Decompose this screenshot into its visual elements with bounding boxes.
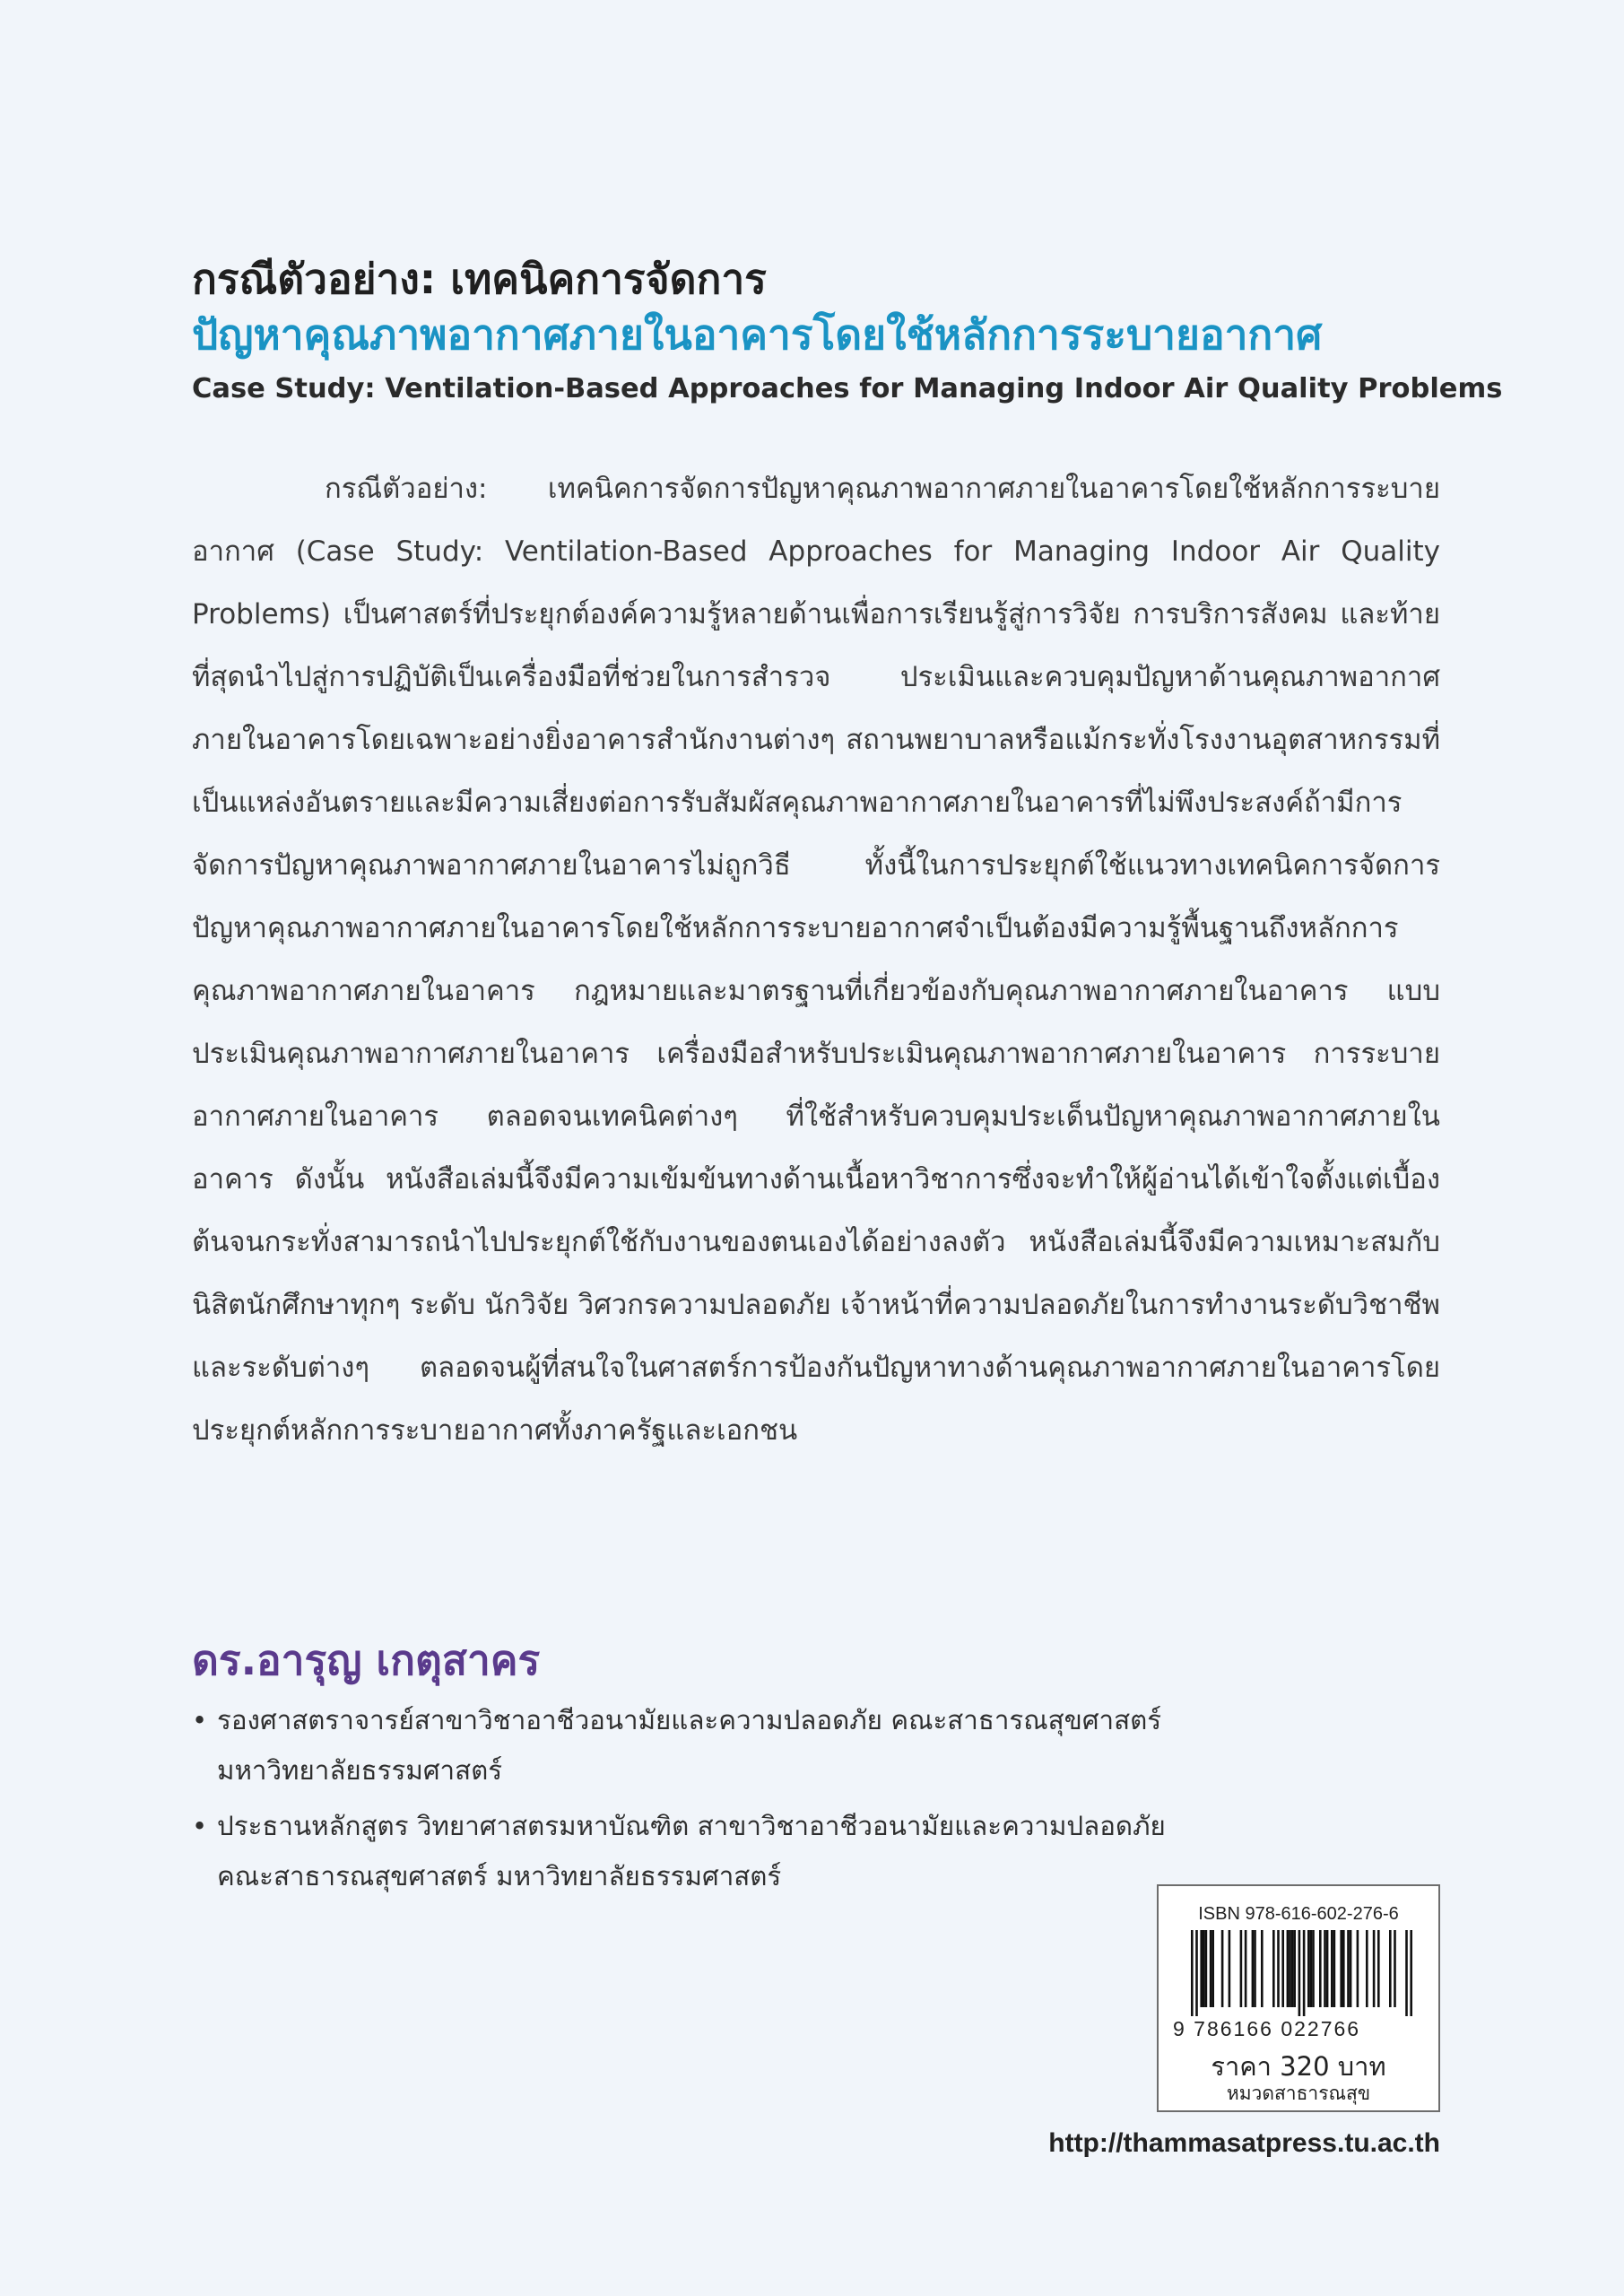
barcode-bar — [1312, 1930, 1315, 2007]
title-thai-line-1: กรณีตัวอย่าง: เทคนิคการจัดการ — [192, 255, 767, 303]
barcode-bar — [1293, 1930, 1296, 2007]
barcode-bar — [1333, 1930, 1336, 2007]
barcode-bar — [1229, 1930, 1231, 2007]
barcode-bar — [1347, 1930, 1350, 2007]
barcode-bar — [1289, 1930, 1291, 2007]
barcode-bar — [1310, 1930, 1313, 2007]
isbn-barcode-box — [1157, 1884, 1440, 2112]
barcode-bar — [1205, 1930, 1208, 2007]
barcode-bar — [1366, 1930, 1368, 2007]
title-english: Case Study: Ventilation-Based Approaches for Managing Indoor Air Quality Problems — [192, 373, 1503, 404]
book-title-block — [192, 251, 1503, 407]
author-position-item — [192, 1695, 1230, 1796]
barcode-bar — [1331, 1930, 1333, 2007]
author-position-text: ประธานหลักสูตร วิทยาศาสตรมหาบัณฑิต สาขาวิชาอาชีวอนามัยและความปลอดภัย คณะสาธารณสุขศาสตร์ มหาวิทยาลัยธรรมศาสตร์ — [217, 1811, 1166, 1892]
barcode-bar — [1287, 1930, 1290, 2007]
barcode-bar — [1357, 1930, 1359, 2007]
barcode-bar — [1211, 1930, 1214, 2007]
barcode-bar — [1405, 1930, 1408, 2016]
barcode-bar — [1350, 1930, 1352, 2007]
barcode-bar — [1303, 1930, 1306, 2016]
barcode-bar — [1307, 1930, 1310, 2007]
barcode-digits: 9 786166 022766 — [1173, 2017, 1361, 2040]
author-positions-list — [192, 1695, 1268, 1901]
barcode-bar — [1191, 1930, 1194, 2016]
barcode-bar — [1261, 1930, 1264, 2007]
title-thai-line-2: ปัญหาคุณภาพอากาศภายในอาคารโดยใช้หลักการระบายอากาศ — [192, 310, 1323, 359]
barcode-bar — [1291, 1930, 1294, 2007]
barcode-bar — [1240, 1930, 1243, 2007]
price-label: ราคา 320 บาท — [1211, 2051, 1386, 2082]
barcode-bar — [1245, 1930, 1247, 2007]
author-position-item — [192, 1801, 1230, 1901]
publisher-url[interactable]: http://thammasatpress.tu.ac.th — [1048, 2128, 1440, 2158]
barcode-bar — [1200, 1930, 1203, 2007]
barcode-bar — [1326, 1930, 1329, 2007]
barcode-bar — [1252, 1930, 1255, 2007]
barcode-bar — [1410, 1930, 1412, 2016]
barcode-bar — [1373, 1930, 1376, 2007]
barcode-bar — [1340, 1930, 1342, 2007]
barcode-bar — [1298, 1930, 1301, 2016]
author-block — [192, 1629, 1268, 1901]
book-description: กรณีตัวอย่าง: เทคนิคการจัดการปัญหาคุณภาพอากาศภายในอาคารโดยใช้หลักการระบายอากาศ (Case Study: Ventilation-Based Approaches for Managing Indoor Air Quality Problems) เป็นศาสตร์ที่ประยุกต์องค์ความรู้หลายด้านเพื่อการเรียนรู้สู่การวิจัย การบริการสังคม และท้ายที่สุดนำไปสู่การปฏิบัติเป็นเครื่องมือที่ช่วยในการสำรวจ ประเมินและควบคุมปัญหาด้านคุณภาพอากาศภายในอาคารโดยเฉพาะอย่างยิ่งอาคารสำนักงานต่างๆ สถานพยาบาลหรือแม้กระทั่งโรงงานอุตสาหกรรมที่เป็นแหล่งอันตรายและมีความเสี่ยงต่อการรับสัมผัสคุณภาพอากาศภายในอาคารที่ไม่พึงประสงค์ถ้ามีการจัดการปัญหาคุณภาพอากาศภายในอาคารไม่ถูกวิธี ทั้งนี้ในการประยุกต์ใช้แนวทางเทคนิคการจัดการปัญหาคุณภาพอากาศภายในอาคารโดยใช้หลักการระบายอากาศจำเป็นต้องมีความรู้พื้นฐานถึงหลักการคุณภาพอากาศภายในอาคาร กฎหมายและมาตรฐานที่เกี่ยวข้องกับคุณภาพอากาศภายในอาคาร แบบประเมินคุณภาพอากาศภายในอาคาร เครื่องมือสำหรับประเมินคุณภาพอากาศภายในอาคาร การระบายอากาศภายในอาคาร ตลอดจนเทคนิคต่างๆ ที่ใช้สำหรับควบคุมประเด็นปัญหาคุณภาพอากาศภายในอาคาร ดังนั้น หนังสือเล่มนี้จึงมีความเข้มข้นทางด้านเนื้อหาวิชาการซึ่งจะทำให้ผู้อ่านได้เข้าใจตั้งแต่เบื้องต้นจนกระทั่งสามารถนำไปประยุกต์ใช้กับงานของตนเองได้อย่างลงตัว หนังสือเล่มนี้จึงมีความเหมาะสมกับนิสิตนักศึกษาทุกๆ ระดับ นักวิจัย วิศวกรความปลอดภัย เจ้าหน้าที่ความปลอดภัยในการทำงานระดับวิชาชีพและระดับต่างๆ ตลอดจนผู้ที่สนใจในศาสตร์การป้องกันปัญหาทางด้านคุณภาพอากาศภายในอาคารโดยประยุกต์หลักการระบายอากาศทั้งภาครัฐและเอกชน — [192, 473, 1440, 1447]
barcode-graphic — [1173, 1930, 1428, 2016]
bullet-icon: • — [192, 1811, 208, 1841]
barcode-bar — [1324, 1930, 1326, 2007]
barcode-bar — [1342, 1930, 1345, 2007]
barcode-bar — [1254, 1930, 1256, 2007]
author-name: ดร.อารุญ เกตุสาคร — [192, 1636, 541, 1684]
barcode-bar — [1203, 1930, 1205, 2007]
barcode-bar — [1377, 1930, 1380, 2007]
barcode-bar — [1281, 1930, 1284, 2007]
barcode-bar — [1221, 1930, 1224, 2007]
barcode-bar — [1272, 1930, 1275, 2007]
barcode-bar — [1394, 1930, 1396, 2007]
barcode-bar — [1277, 1930, 1280, 2007]
barcode-bar — [1210, 1930, 1212, 2007]
barcode-bar — [1319, 1930, 1322, 2007]
author-position-text: รองศาสตราจารย์สาขาวิชาอาชีวอนามัยและความปลอดภัย คณะสาธารณสุขศาสตร์ มหาวิทยาลัยธรรมศาสตร์ — [217, 1705, 1162, 1786]
isbn-number: ISBN 978-616-602-276-6 — [1198, 1904, 1399, 1924]
barcode-bar — [1389, 1930, 1392, 2007]
barcode-bar — [1195, 1930, 1198, 2016]
bullet-icon: • — [192, 1705, 208, 1735]
category-label: หมวดสาธารณสุข — [1226, 2083, 1371, 2104]
